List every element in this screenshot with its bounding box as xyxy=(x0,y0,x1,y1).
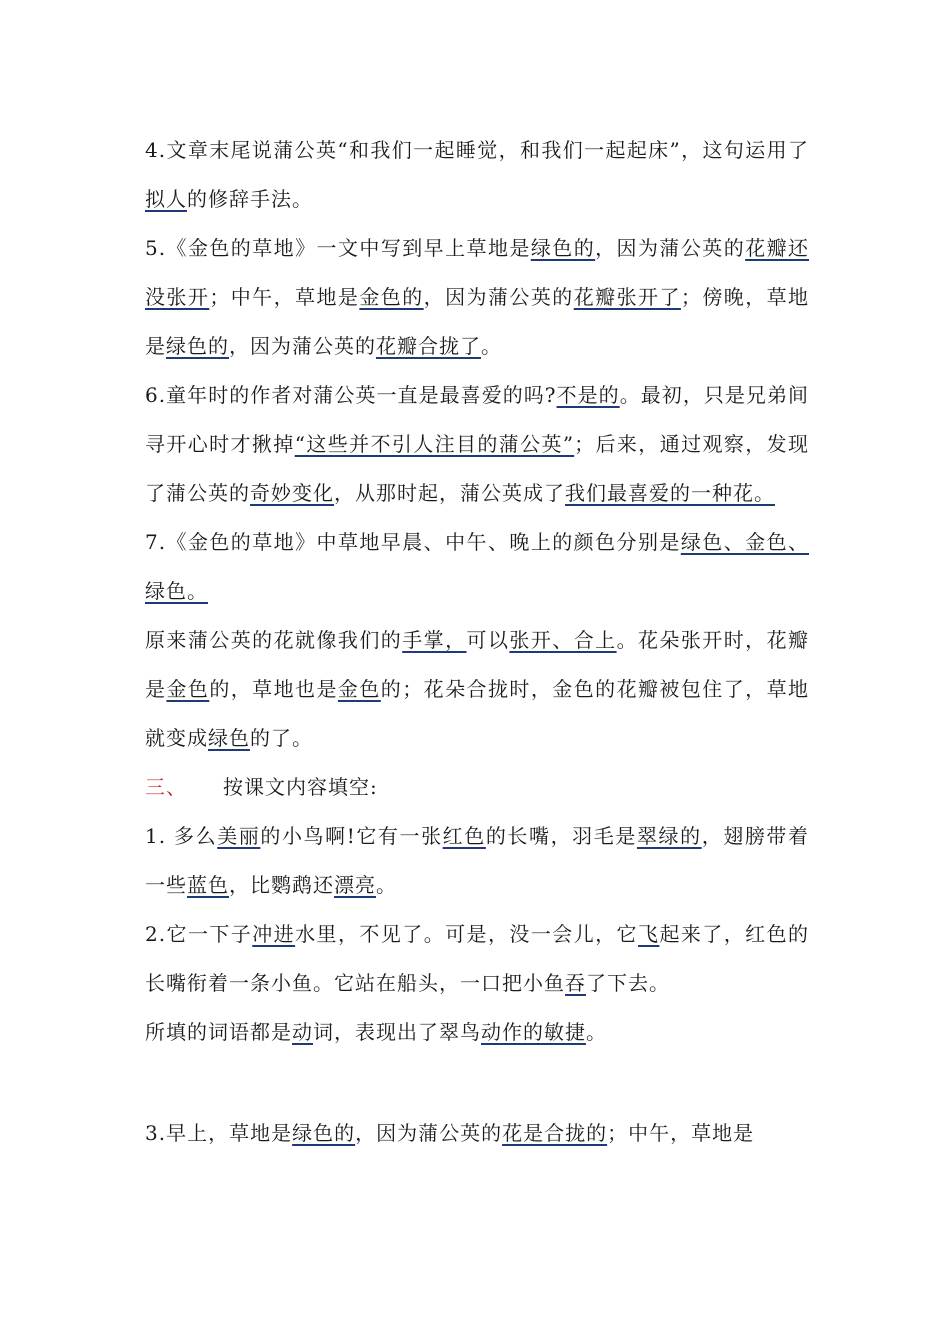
answer-text: 漂亮 xyxy=(334,873,376,897)
body-text: ；后来，通过观察，发现了蒲公英的 xyxy=(145,432,810,505)
body-text: 的了。 xyxy=(250,726,313,750)
paragraph xyxy=(145,371,809,518)
answer-text: 花瓣合拢了 xyxy=(376,334,481,358)
paragraph xyxy=(145,812,809,910)
answer-text: 金色 xyxy=(337,677,381,701)
body-text: 起来了，红色的长嘴衔着一条小鱼。它站在船头，一口把小鱼 xyxy=(145,922,810,995)
section-heading xyxy=(145,763,809,812)
document-body xyxy=(145,126,809,1158)
answer-text: 花瓣张开了 xyxy=(573,285,681,309)
body-text: 的小鸟啊!它有一张 xyxy=(260,824,443,848)
answer-text: 冲进 xyxy=(252,922,296,946)
paragraph xyxy=(145,518,809,616)
body-text: 4.文章末尾说蒲公英“和我们一起睡觉，和我们一起起床”，这句运用了 xyxy=(145,138,809,162)
answer-text: 花瓣还没张开 xyxy=(145,236,810,309)
paragraph xyxy=(145,224,809,371)
body-text: 的长嘴，羽毛是 xyxy=(485,824,637,848)
body-text: 的，草地也是 xyxy=(209,677,338,701)
body-text: ，因为蒲公英的 xyxy=(229,334,376,358)
answer-text: 花是合拢的 xyxy=(502,1121,608,1145)
answer-text: 我们最喜爱的一种花。 xyxy=(565,481,775,505)
answer-text: 红色 xyxy=(442,824,486,848)
body-text: ，因为蒲公英的 xyxy=(595,236,746,260)
body-text: 。最初，只是兄弟间寻开心时才揪掉 xyxy=(145,383,810,456)
answer-text: 奇妙变化 xyxy=(250,481,334,505)
answer-text: 绿色 xyxy=(208,726,250,750)
body-text: ；中午，草地是 xyxy=(607,1121,755,1145)
body-text: 7.《金色的草地》中草地早晨、中午、晚上的颜色分别是 xyxy=(145,530,681,554)
body-text: 的；花朵合拢时，金色的花瓣被包住了，草地就变成 xyxy=(145,677,810,750)
answer-text: 绿色的 xyxy=(530,236,596,260)
answer-text: 美丽 xyxy=(217,824,261,848)
body-text: 词，表现出了翠鸟 xyxy=(313,1020,481,1044)
section-number: 三、 xyxy=(145,775,187,799)
body-text: ，翅膀带着一些 xyxy=(145,824,810,897)
body-text: 3.早上，草地是 xyxy=(145,1121,293,1145)
body-text: 1. 多么 xyxy=(145,824,218,848)
body-text: ；中午，草地是 xyxy=(209,285,360,309)
body-text: 按课文内容填空: xyxy=(223,775,378,799)
paragraph xyxy=(145,910,809,1008)
body-text: 。 xyxy=(586,1020,607,1044)
body-text: 原来蒲公英的花就像我们的 xyxy=(145,628,403,652)
body-text: ，因为蒲公英的 xyxy=(355,1121,503,1145)
body-text: 。 xyxy=(481,334,502,358)
answer-text: 金色 xyxy=(166,677,210,701)
paragraph xyxy=(145,616,809,763)
answer-text: 绿色的 xyxy=(166,334,229,358)
answer-text: 动作的敏捷 xyxy=(481,1020,586,1044)
answer-text: 不是的 xyxy=(556,383,620,407)
answer-text: 拟人 xyxy=(145,187,187,211)
answer-text: 蓝色 xyxy=(187,873,229,897)
answer-text: “这些并不引人注目的蒲公英” xyxy=(294,432,575,456)
answer-text: 吞 xyxy=(565,971,586,995)
paragraph-spacer xyxy=(145,1057,809,1109)
answer-text: 飞 xyxy=(638,922,660,946)
body-text: 。 xyxy=(376,873,397,897)
body-text: 可以 xyxy=(466,628,510,652)
answer-text: 金色的 xyxy=(359,285,424,309)
body-text: 了下去。 xyxy=(586,971,670,995)
body-text: ，比鹦鹉还 xyxy=(229,873,334,897)
paragraph xyxy=(145,1008,809,1057)
paragraph xyxy=(145,126,809,224)
body-text: 6.童年时的作者对蒲公英一直是最喜爱的吗? xyxy=(145,383,557,407)
answer-text: 张开、合上 xyxy=(509,628,617,652)
answer-text: 绿色、金色、绿色。 xyxy=(145,530,809,603)
body-text: ，因为蒲公英的 xyxy=(423,285,574,309)
body-text: 。花朵张开时，花瓣是 xyxy=(145,628,810,701)
answer-text: 手掌， xyxy=(402,628,467,652)
paragraph xyxy=(145,1109,809,1158)
body-text: 的修辞手法。 xyxy=(187,187,313,211)
body-text: 水里，不见了。可是，没一会儿，它 xyxy=(295,922,638,946)
answer-text: 翠绿的 xyxy=(636,824,702,848)
answer-text: 绿色的 xyxy=(292,1121,356,1145)
body-text: 所填的词语都是 xyxy=(145,1020,292,1044)
body-text: 5.《金色的草地》一文中写到早上草地是 xyxy=(145,236,531,260)
body-text: ，从那时起，蒲公英成了 xyxy=(334,481,565,505)
body-text: 2.它一下子 xyxy=(145,922,253,946)
body-text: ；傍晚，草地是 xyxy=(145,285,810,358)
answer-text: 动 xyxy=(292,1020,313,1044)
